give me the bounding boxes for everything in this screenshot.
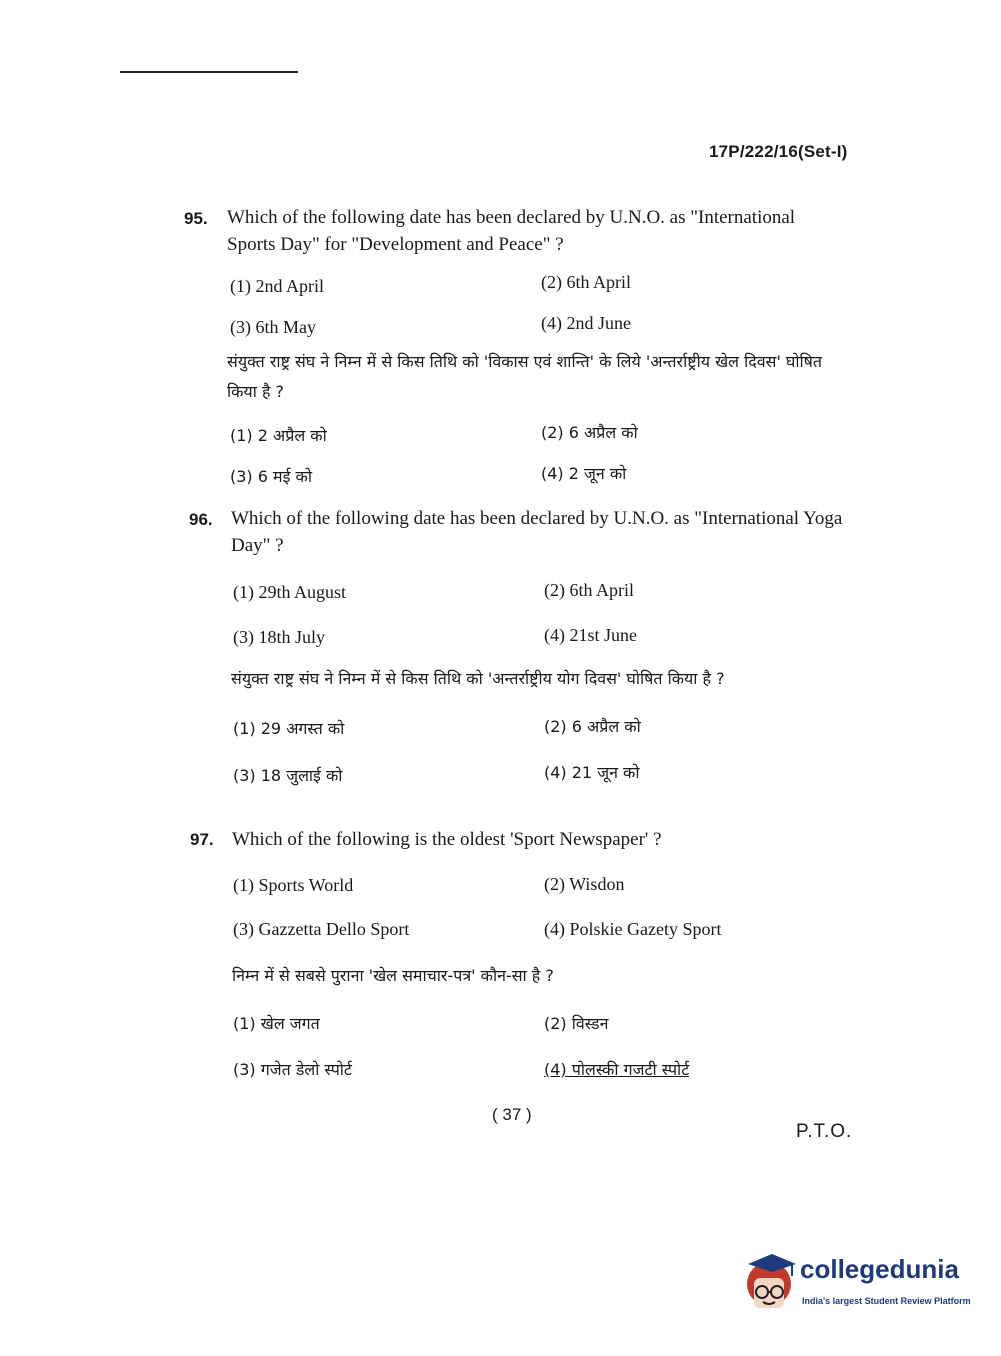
logo-tagline: India's largest Student Review Platform [802,1296,971,1306]
question-96-option-1-en: (1) 29th August [233,582,347,602]
question-97-option-4-en: (4) Polskie Gazety Sport [544,919,722,939]
collegedunia-logo [742,1250,972,1320]
logo-name: collegedunia [800,1254,959,1284]
question-96-option-1-hi: (1) 29 अगस्त को [233,719,345,738]
question-97-option-2-en: (2) Wisdon [544,874,625,894]
question-97-text-hi: निम्न में से सबसे पुराना 'खेल समाचार-पत्र' कौन-सा है ? [232,966,554,985]
question-97-option-3-en: (3) Gazzetta Dello Sport [233,919,410,939]
mascot-icon [742,1250,800,1314]
top-rule [120,71,298,73]
question-95-text-hi: संयुक्त राष्ट्र संघ ने निम्न में से किस तिथि को 'विकास एवं शान्ति' के लिये 'अन्तर्राष्ट्रीय खेल दिवस' घोषित किया है ? [227,352,823,401]
question-97-option-1-en: (1) Sports World [233,875,354,895]
question-95-text-en: Which of the following date has been declared by U.N.O. as "International Sports Day" for "Development and Peace" ? [227,207,796,255]
question-95-option-1-en: (1) 2nd April [230,276,324,296]
question-97-text-en: Which of the following is the oldest 'Sport Newspaper' ? [232,829,662,850]
question-97-number: 97. [190,830,214,849]
question-96-option-4-hi: (4) 21 जून को [544,763,640,782]
question-95-option-4-hi: (4) 2 जून को [541,464,627,483]
question-96-option-2-hi: (2) 6 अप्रैल को [544,717,641,736]
question-96-option-3-hi: (3) 18 जुलाई को [233,766,343,785]
question-96-option-4-en: (4) 21st June [544,625,637,645]
question-95-option-1-hi: (1) 2 अप्रैल को [230,426,327,445]
question-95-option-2-hi: (2) 6 अप्रैल को [541,423,638,442]
question-96-option-3-en: (3) 18th July [233,627,325,647]
question-96-option-2-en: (2) 6th April [544,580,634,600]
question-97-option-1-hi: (1) खेल जगत [233,1014,320,1033]
question-97-option-2-hi: (2) विस्डन [544,1014,609,1033]
question-96-number: 96. [189,510,213,529]
question-97-option-3-hi: (3) गजेत डेलो स्पोर्ट [233,1060,352,1079]
question-95-option-3-hi: (3) 6 मई को [230,467,312,486]
question-96-text-en: Which of the following date has been declared by U.N.O. as "International Yoga Day" ? [231,508,843,556]
question-95-option-3-en: (3) 6th May [230,317,316,337]
question-95-number: 95. [184,209,208,228]
question-96-text-hi: संयुक्त राष्ट्र संघ ने निम्न में से किस तिथि को 'अन्तर्राष्ट्रीय योग दिवस' घोषित किया है ? [231,669,725,688]
question-95-option-4-en: (4) 2nd June [541,313,631,333]
paper-code: 17P/222/16(Set-I) [709,142,848,161]
page-number: ( 37 ) [492,1105,532,1124]
question-95-option-2-en: (2) 6th April [541,272,631,292]
question-97-option-4-hi: (4) पोलस्की गजटी स्पोर्ट [544,1060,690,1079]
pto-label: P.T.O. [796,1121,853,1142]
